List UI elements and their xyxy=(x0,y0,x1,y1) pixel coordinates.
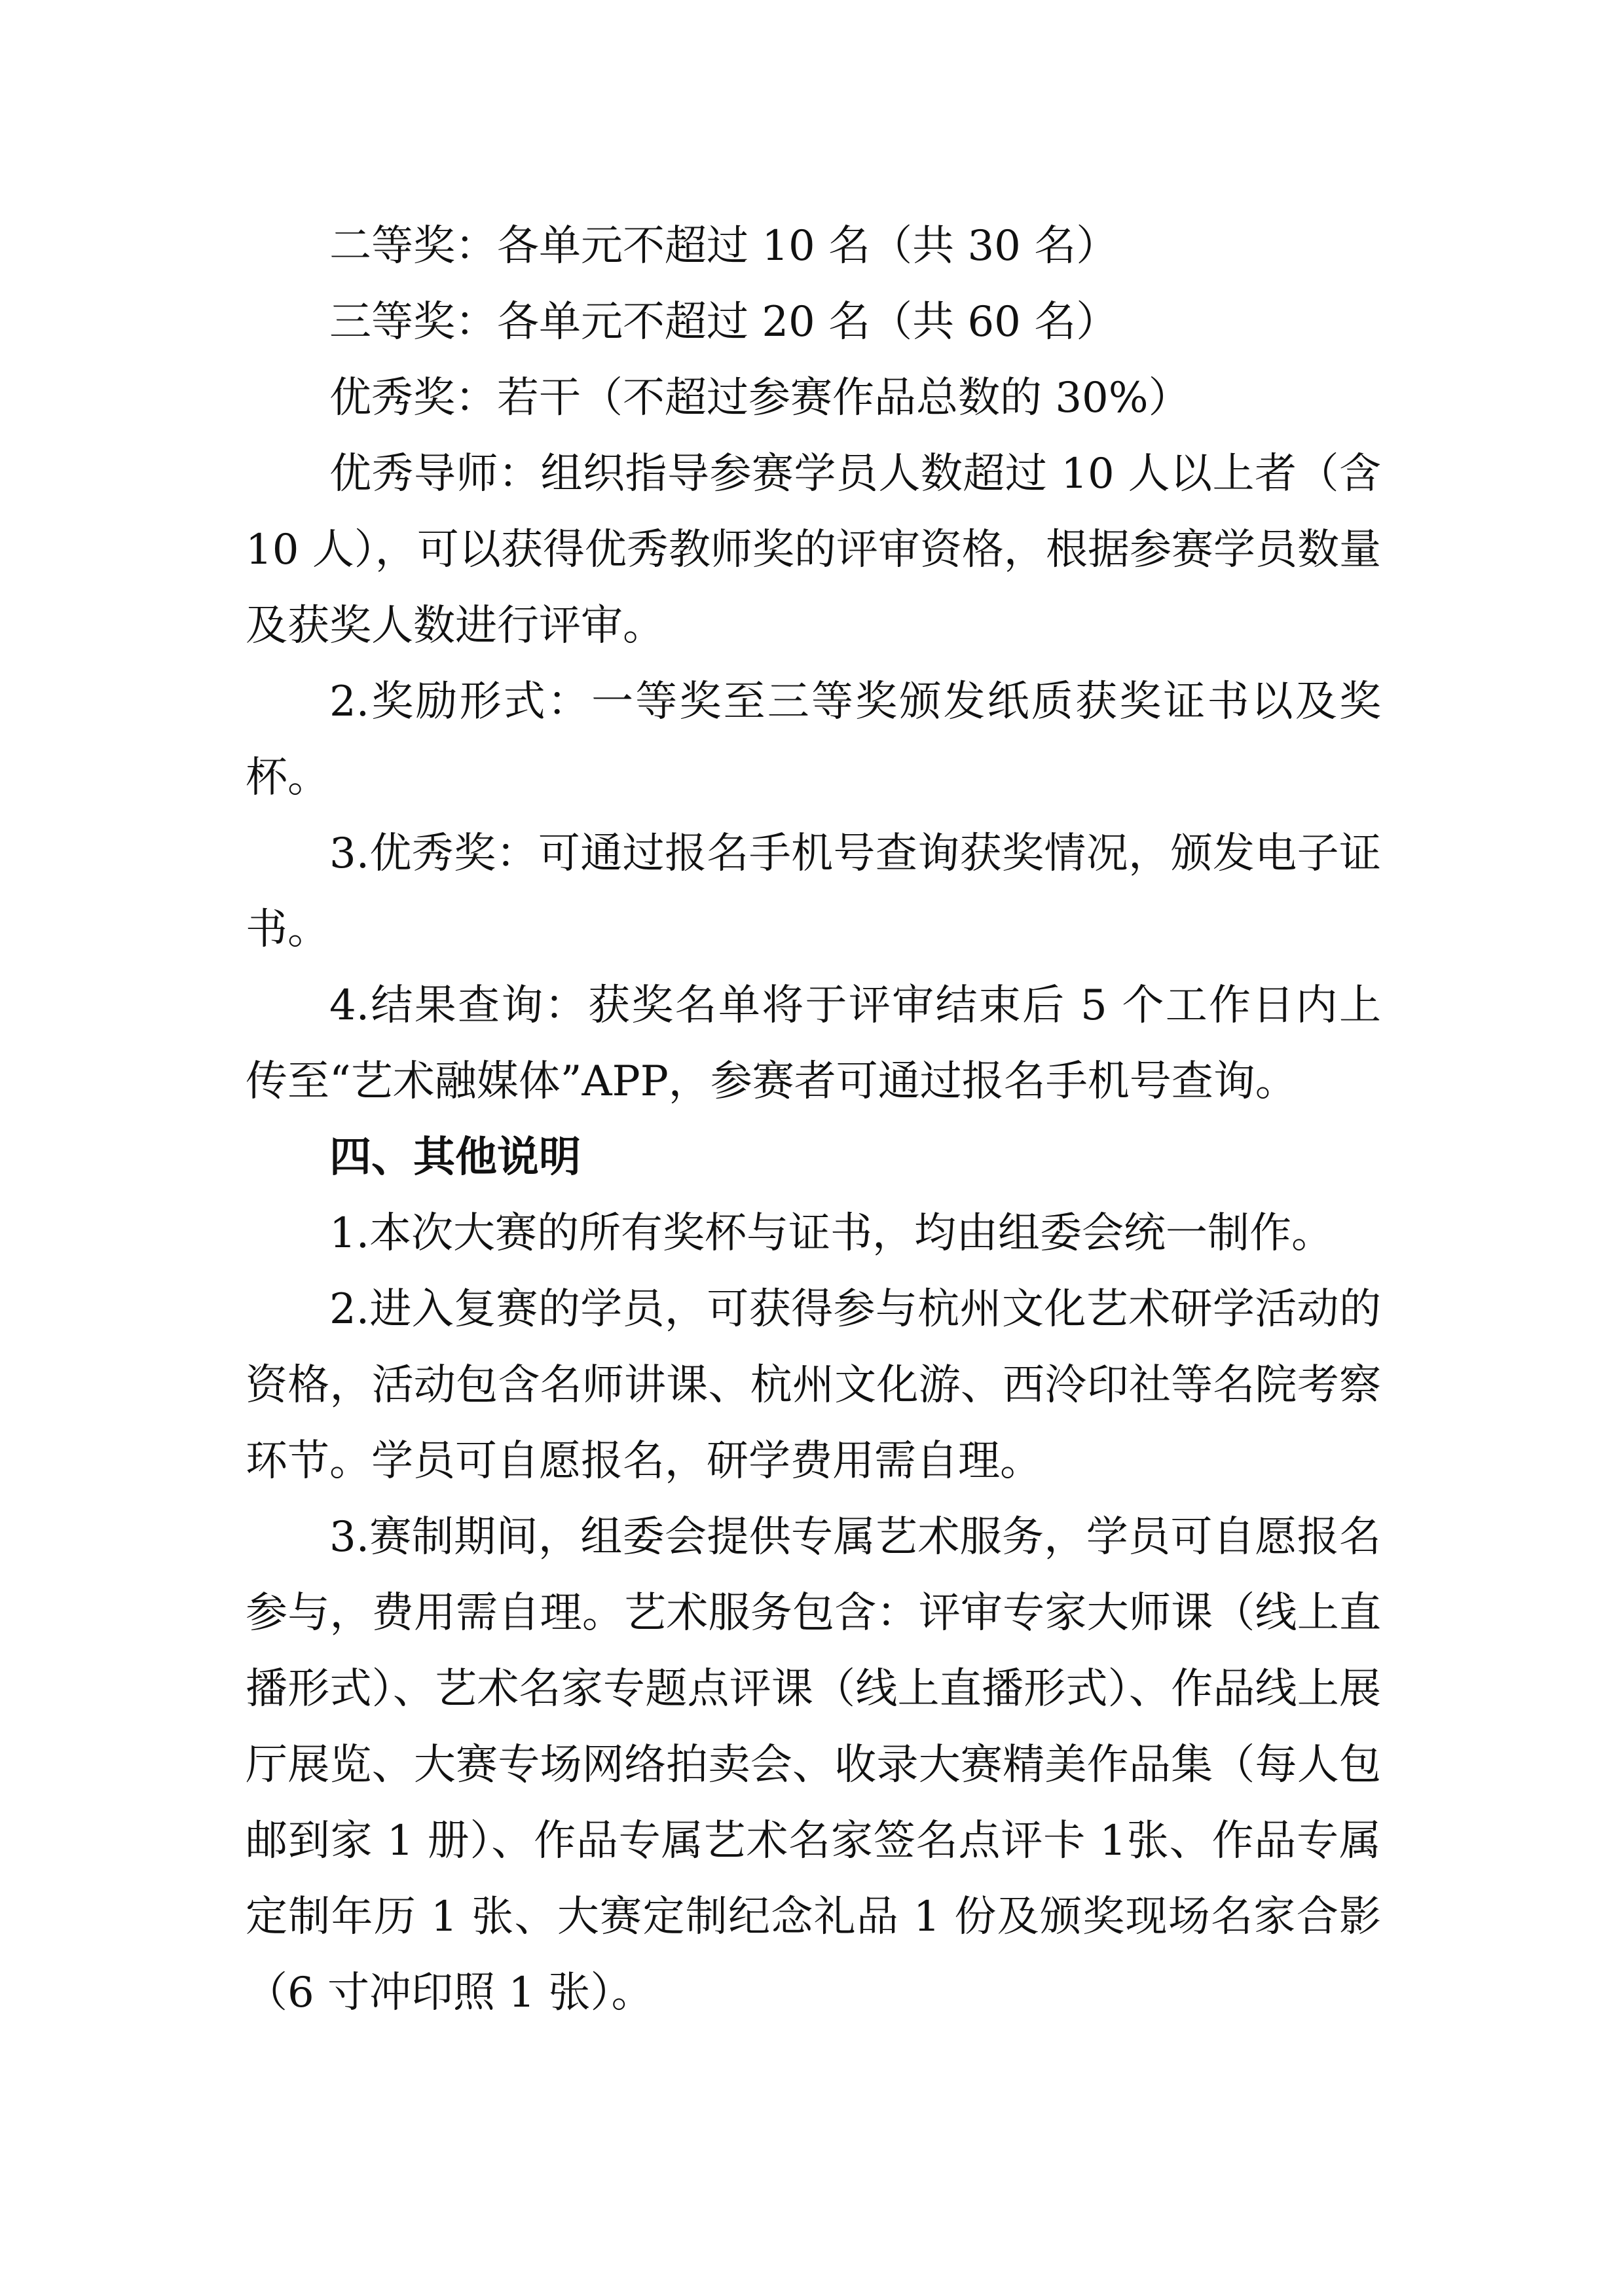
document-body xyxy=(246,208,1381,2031)
section-heading-other-notes: 四、其他说明 xyxy=(329,1133,581,1182)
other-note-item: 2.进入复赛的学员，可获得参与杭州文化艺术研学活动的资格，活动包含名师讲课、杭州文化游、西泠印社等名院考察环节。学员可自愿报名，研学费用需自理。 xyxy=(246,1285,1381,1485)
other-note-item: 1.本次大赛的所有奖杯与证书，均由组委会统一制作。 xyxy=(329,1209,1334,1258)
other-note-item: 3.赛制期间，组委会提供专属艺术服务，学员可自愿报名参与，费用需自理。艺术服务包含：评审专家大师课（线上直播形式）、艺术名家专题点评课（线上直播形式）、作品线上展厅展览、大赛专场网络拍卖会、收录大赛精美作品集（每人包邮到家 1 册）、作品专属艺术名家签名点评卡 1张、作品专属定制年历 1 张、大赛定制纪念礼品 1 份及颁奖现场名家合影（6 寸冲印照 1 张）。 xyxy=(246,1513,1381,2017)
award-third-prize: 三等奖：各单元不超过 20 名（共 60 名） xyxy=(329,298,1118,346)
award-excellence-prize: 优秀奖：若干（不超过参赛作品总数的 30%） xyxy=(329,374,1190,422)
award-excellent-mentor: 优秀导师：组织指导参赛学员人数超过 10 人以上者（含10 人），可以获得优秀教师奖的评审资格，根据参赛学员数量及获奖人数进行评审。 xyxy=(246,450,1381,650)
award-form-item: 2.奖励形式：一等奖至三等奖颁发纸质获奖证书以及奖杯。 xyxy=(246,678,1381,802)
result-query-item: 4.结果查询：获奖名单将于评审结束后 5 个工作日内上传至“艺术融媒体”APP，参赛者可通过报名手机号查询。 xyxy=(246,981,1381,1106)
excellence-award-item: 3.优秀奖：可通过报名手机号查询获奖情况，颁发电子证书。 xyxy=(246,829,1381,954)
award-second-prize: 二等奖：各单元不超过 10 名（共 30 名） xyxy=(329,222,1118,270)
